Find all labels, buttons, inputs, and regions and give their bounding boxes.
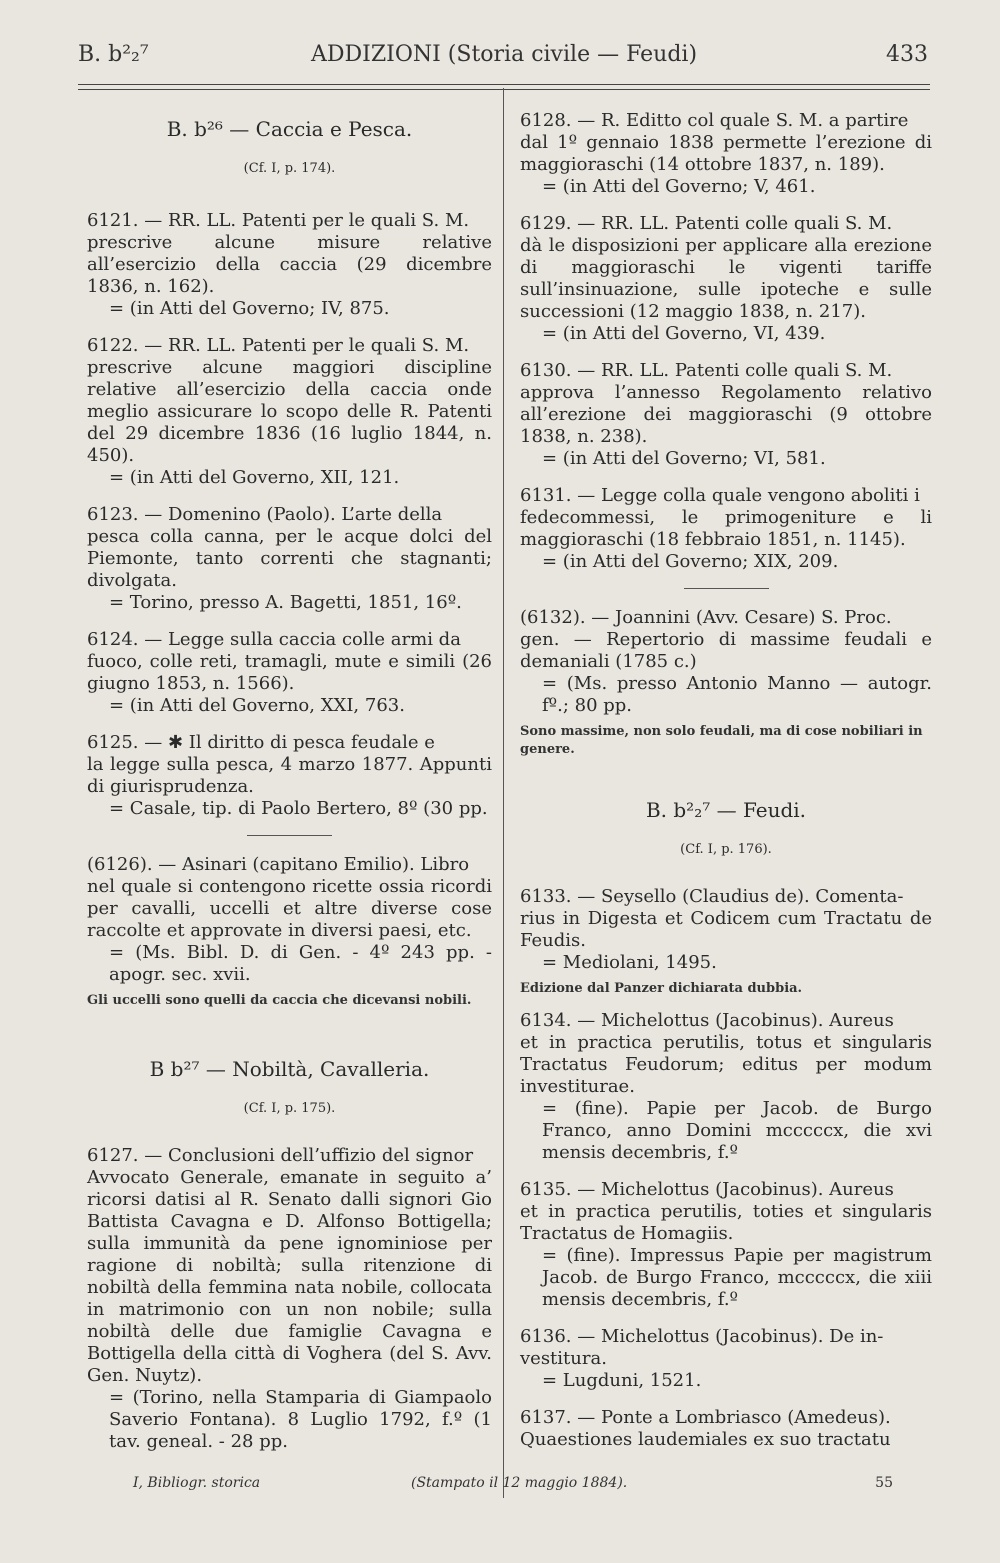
entry-head: 6137. — Ponte a Lombriasco (Amedeus). [520, 1407, 891, 1428]
entry-head: 6127. — Conclusioni dell’uffizio del signor [87, 1145, 474, 1166]
entry-ref: = Lugduni, 1521. [542, 1370, 702, 1391]
entry-6131 [520, 485, 932, 573]
footer-signature: I, Bibliogr. storica [133, 1475, 261, 1491]
separator-rule [684, 588, 769, 589]
entry-ref: = (in Atti del Governo; IV, 875. [109, 298, 390, 319]
entry-body: dà le disposizioni per applicare alla erezione di maggioraschi le vigenti tariffe sull’insinuazione, sulle ipoteche e sulle successioni (12 maggio 1838, n. 217). [520, 235, 932, 322]
header-rule-2 [78, 89, 930, 90]
entry-body: fedecommessi, le primogeniture e li maggioraschi (18 febbraio 1851, n. 1145). [520, 507, 932, 550]
entry-ref: = Casale, tip. di Paolo Bertero, 8º (30 pp. [109, 798, 488, 819]
entry-ref: = (fine). Impressus Papie per magistrum Jacob. de Burgo Franco, mcccccx, die xiii mensis decembris, f.º [542, 1245, 932, 1310]
entry-ref: = (in Atti del Governo; XIX, 209. [542, 551, 839, 572]
entry-body: Avvocato Generale, emanate in seguito a’ ricorsi datisi al R. Senato dalli signori Gio Battista Cavagna e D. Alfonso Bottigella; sulla immunità da pene ignominiose per ragione di nobiltà; sulla ritenzione di nobiltà della femmina nata nobile, collocata in matrimonio con un non nobile; sulla nobiltà delle due famiglie Cavagna e Bottigella della città di Voghera (del S. Avv. Gen. Nuytz). [87, 1167, 492, 1386]
entry-6121 [87, 210, 492, 320]
entry-6136 [520, 1326, 932, 1392]
entry-head: 6134. — Michelottus (Jacobinus). Aureus [520, 1010, 894, 1031]
entry-body: dal 1º gennaio 1838 permette l’erezione di maggioraschi (14 ottobre 1837, n. 189). [520, 132, 932, 175]
entry-body: pesca colla canna, per le acque dolci del Piemonte, tanto correnti che stagnanti; divolgata. [87, 526, 492, 591]
entry-6124 [87, 629, 492, 717]
entry-ref: = (in Atti del Governo; V, 461. [542, 176, 816, 197]
entry-ref: = (Ms. presso Antonio Manno — autogr. fº.; 80 pp. [542, 673, 932, 716]
entry-6127 [87, 1145, 492, 1453]
entry-ref: = (in Atti del Governo, XXI, 763. [109, 695, 405, 716]
entry-head: 6123. — Domenino (Paolo). L’arte della [87, 504, 443, 525]
entry-body: rius in Digesta et Codicem cum Tractatu de Feudis. [520, 908, 932, 951]
entry-head: (6132). — Joannini (Avv. Cesare) S. Proc. [520, 607, 892, 628]
entry-ref: = (in Atti del Governo, XII, 121. [109, 467, 400, 488]
entry-head: 6136. — Michelottus (Jacobinus). De in- [520, 1326, 884, 1347]
page-number: 433 [886, 42, 928, 67]
entry-6137 [520, 1407, 932, 1451]
entry-ref: = (in Atti del Governo; VI, 581. [542, 448, 826, 469]
entry-body: vestitura. [520, 1348, 607, 1369]
running-header [78, 42, 928, 78]
entry-head: 6122. — RR. LL. Patenti per le quali S. M. [87, 335, 470, 356]
entry-ref: = (Torino, nella Stamparia di Giampaolo Saverio Fontana). 8 Luglio 1792, f.º (1 tav. geneal. - 28 pp. [109, 1387, 492, 1452]
section-crossref: (Cf. I, p. 175). [243, 1101, 336, 1116]
entry-6134 [520, 1010, 932, 1164]
entry-ref: = (fine). Papie per Jacob. de Burgo Franco, anno Domini mcccccx, die xvi mensis decembris, f.º [542, 1098, 932, 1163]
entry-head: 6121. — RR. LL. Patenti per le quali S. M. [87, 210, 470, 231]
separator-rule [247, 835, 332, 836]
entry-6126 [87, 854, 492, 986]
header-title: ADDIZIONI (Storia civile — Feudi) [311, 42, 698, 67]
section-crossref: (Cf. I, p. 174). [243, 161, 336, 176]
header-section-mark: B. b²₂⁷ [78, 42, 149, 67]
section-heading-feudi: B. b²₂⁷ — Feudi. [645, 798, 807, 822]
entry-head: 6133. — Seysello (Claudius de). Comenta- [520, 886, 904, 907]
header-rule [78, 84, 930, 85]
entry-note: Gli uccelli sono quelli da caccia che dicevansi nobili. [87, 993, 472, 1008]
entry-body: prescrive alcune maggiori discipline relative all’esercizio della caccia onde meglio assicurare lo scopo delle R. Patenti del 29 dicembre 1836 (16 luglio 1844, n. 450). [87, 357, 492, 466]
entry-body: approva l’annesso Regolamento relativo all’erezione dei maggioraschi (9 ottobre 1838, n. 238). [520, 382, 932, 447]
right-column [520, 110, 932, 1466]
entry-head: 6135. — Michelottus (Jacobinus). Aureus [520, 1179, 894, 1200]
entry-body: Quaestiones laudemiales ex suo tractatu [520, 1429, 891, 1450]
entry-6133 [520, 886, 932, 974]
entry-note: Edizione dal Panzer dichiarata dubbia. [520, 981, 803, 996]
entry-head: 6125. — ✱ Il diritto di pesca feudale e [87, 732, 435, 753]
entry-6135 [520, 1179, 932, 1311]
footer-print-date: (Stampato il 12 maggio 1884). [411, 1475, 628, 1491]
entry-head: 6131. — Legge colla quale vengono aboliti i [520, 485, 920, 506]
entry-6125 [87, 732, 492, 820]
entry-head: 6124. — Legge sulla caccia colle armi da [87, 629, 461, 650]
entry-6123 [87, 504, 492, 614]
entry-6128 [520, 110, 932, 198]
entry-6129 [520, 213, 932, 345]
entry-6132 [520, 607, 932, 717]
entry-head: 6129. — RR. LL. Patenti colle quali S. M. [520, 213, 893, 234]
entry-body: la legge sulla pesca, 4 marzo 1877. Appunti di giurisprudenza. [87, 754, 492, 797]
entry-head: 6130. — RR. LL. Patenti colle quali S. M. [520, 360, 893, 381]
left-column [87, 110, 492, 1468]
entry-body: et in practica perutilis, totus et singularis Tractatus Feudorum; editus per modum investiturae. [520, 1032, 932, 1097]
entry-body: nel quale si contengono ricette ossia ricordi per cavalli, uccelli et altre diverse cose raccolte et approvate in diversi paesi, etc. [87, 876, 492, 941]
section-heading-caccia: B. b²⁶ — Caccia e Pesca. [166, 117, 413, 141]
entry-body: et in practica perutilis, toties et singularis Tractatus de Homagiis. [520, 1201, 932, 1244]
entry-ref: = (Ms. Bibl. D. di Gen. - 4º 243 pp. - apogr. sec. xvii. [109, 942, 492, 985]
entry-note: Sono massime, non solo feudali, ma di cose nobiliari in genere. [520, 724, 923, 757]
entry-6122 [87, 335, 492, 489]
entry-head: (6126). — Asinari (capitano Emilio). Libro [87, 854, 470, 875]
entry-ref: = Torino, presso A. Bagetti, 1851, 16º. [109, 592, 462, 613]
entry-body: prescrive alcune misure relative all’esercizio della caccia (29 dicembre 1836, n. 162). [87, 232, 492, 297]
entry-body: fuoco, colle reti, tramagli, mute e simili (26 giugno 1853, n. 1566). [87, 651, 492, 694]
entry-head: 6128. — R. Editto col quale S. M. a partire [520, 110, 909, 131]
column-divider [503, 88, 504, 1498]
entry-body: gen. — Repertorio di massime feudali e demaniali (1785 c.) [520, 629, 932, 672]
section-crossref: (Cf. I, p. 176). [680, 842, 772, 857]
entry-6130 [520, 360, 932, 470]
section-heading-nobilta: B b²⁷ — Nobiltà, Cavalleria. [149, 1057, 430, 1081]
footer-sheet-number: 55 [875, 1475, 893, 1491]
entry-ref: = (in Atti del Governo, VI, 439. [542, 323, 826, 344]
entry-ref: = Mediolani, 1495. [542, 952, 717, 973]
